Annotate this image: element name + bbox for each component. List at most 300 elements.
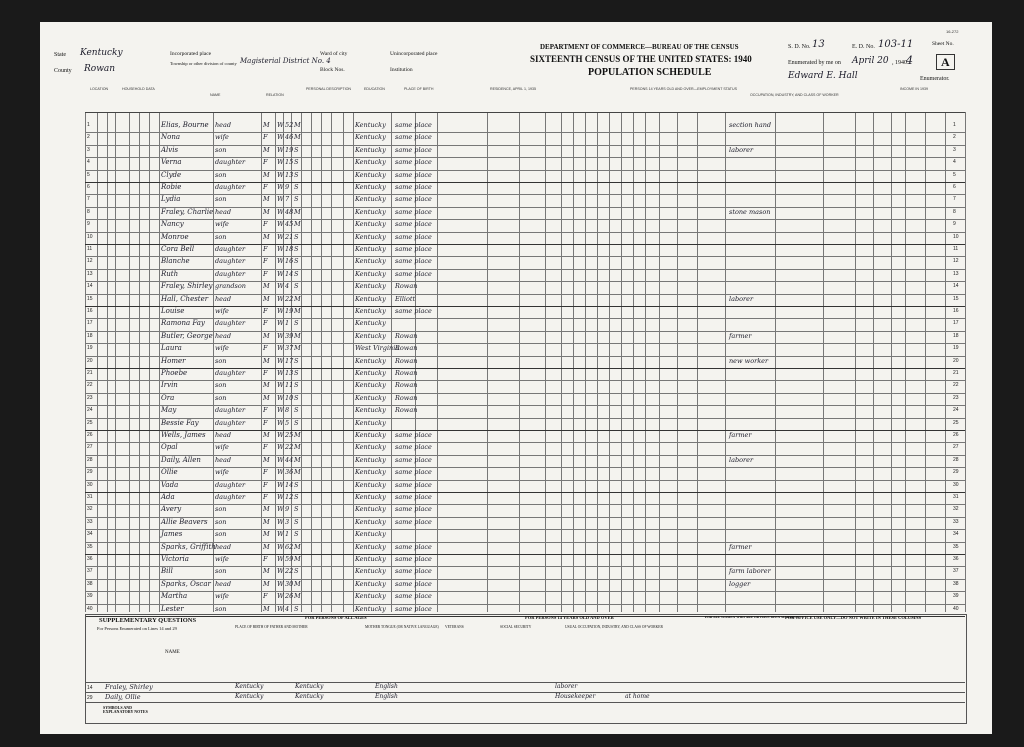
line-number-right: 9 [953,221,956,228]
person-name: Verna [161,158,182,167]
age: 10 [285,393,294,402]
birthplace: Kentucky [355,158,386,167]
supp-line-29-mother: Kentucky [295,693,324,700]
line-number-right: 2 [953,134,956,141]
line-number: 19 [87,345,93,352]
grid-column-rule [891,112,892,612]
line-number: 24 [87,407,93,414]
person-name: Ramona Fay [161,319,205,328]
residence-1935: same place [395,307,432,315]
supp-rule-2 [85,692,965,693]
line-number-right: 26 [953,432,959,438]
sheet-value: 4 [906,54,913,67]
line-number: 13 [87,270,93,277]
sex: F [263,592,268,601]
person-name: May [161,406,177,415]
sex: M [263,431,270,439]
section-residence: RESIDENCE, APRIL 1, 1935 [490,87,537,91]
county-label: County [54,68,72,74]
relation: wife [215,592,229,601]
grid-top-rule [85,112,965,113]
marital-status: S [294,418,299,427]
residence-1935: same place [395,517,432,526]
line-number: 12 [87,258,93,265]
state-label: State [54,52,66,58]
relation: son [215,195,227,204]
relation: daughter [215,245,246,253]
race: W [277,158,284,167]
age: 52 [285,121,294,129]
line-number: 20 [87,357,93,364]
persons-all-ages: FOR PERSONS OF ALL AGES [305,615,367,620]
occupation: farmer [729,331,752,340]
race: W [277,604,284,613]
symbols-notes: SYMBOLS AND EXPLANATORY NOTES [103,705,148,714]
person-name: Sparks, Griffith [161,542,216,551]
sex: F [263,369,268,377]
relation: head [215,207,232,216]
line-number: 31 [87,494,93,500]
birthplace: Kentucky [355,381,386,390]
line-number: 17 [87,320,93,327]
grid-column-rule [585,112,586,612]
relation: son [215,232,227,241]
birthplace: Kentucky [355,517,386,526]
race: W [277,393,284,402]
persons-14: FOR PERSONS 14 YEARS OLD AND OVER [525,615,614,620]
birthplace: Kentucky [355,307,386,315]
line-number-right: 27 [953,444,959,451]
age: 39 [285,331,294,340]
birthplace: Kentucky [355,282,386,291]
relation: son [215,170,227,179]
relation: son [215,381,227,390]
ed-value: 103-11 [878,39,914,50]
supplementary-subtitle: For Persons Enumerated on Lines 14 and 29 [97,626,177,631]
sex: F [263,307,268,315]
residence-1935: same place [395,232,432,241]
county-value: Rowan [84,64,116,74]
grid-column-rule [321,112,322,612]
marital-status: M [294,331,301,340]
relation: head [215,431,232,439]
relation: daughter [215,257,246,266]
person-name: Clyde [161,170,182,179]
section-personal: PERSONAL DESCRIPTION [306,87,351,91]
marital-status: S [294,505,299,514]
relation: head [215,455,232,464]
age: 62 [285,542,294,551]
person-name: Laura [161,344,182,353]
year-suffix: , 1940. [892,60,909,66]
grid-column-rule [107,112,108,612]
supplementary-title: SUPPLEMENTARY QUESTIONS [99,617,197,624]
grid-column-rule [213,112,214,612]
person-name: Allie Beavers [161,517,208,526]
line-number-right: 25 [953,419,959,426]
occupation: new worker [729,356,769,365]
person-name: Bessie Fay [161,418,199,427]
line-number-right: 11 [953,246,959,252]
grid-column-rule [487,112,488,612]
institution-label: Institution [390,67,413,73]
line-number: 38 [87,580,93,587]
birthplace: Kentucky [355,443,386,452]
age: 48 [285,207,294,216]
residence-1935: same place [395,195,432,204]
age: 21 [285,232,294,241]
line-number-right: 6 [953,184,956,190]
sex: F [263,133,268,142]
marital-status: S [294,493,299,501]
residence-1935: same place [395,542,432,551]
marital-status: M [294,443,301,452]
marital-status: S [294,183,299,191]
occupation: laborer [729,145,754,154]
marital-status: M [294,468,301,477]
person-name: Wells, James [161,431,206,439]
enumerator-value: Edward E. Hall [788,71,858,81]
occupation: farm laborer [729,567,771,576]
birthplace: Kentucky [355,319,386,328]
line-number-right: 33 [953,518,959,525]
residence-1935: same place [395,468,432,477]
birthplace: Kentucky [355,257,386,266]
line-number: 23 [87,394,93,401]
marital-status: M [294,455,301,464]
age: 8 [285,406,290,415]
race: W [277,542,284,551]
race: W [277,443,284,452]
line-number-right: 29 [953,469,959,476]
race: W [277,344,284,353]
residence-1935: same place [395,431,432,439]
race: W [277,567,284,576]
age: 9 [285,505,290,514]
race: W [277,493,284,501]
marital-status: M [294,344,301,353]
person-name: Homer [161,356,186,365]
marital-status: S [294,480,299,489]
grid-column-rule [331,112,332,612]
marital-status: S [294,158,299,167]
grid-column-rule [621,112,622,612]
sex: M [263,331,270,340]
line-number: 18 [87,332,93,339]
line-number: 34 [87,531,93,538]
race: W [277,418,284,427]
line-number-right: 31 [953,494,959,500]
supp-line-14-mother: Kentucky [295,683,324,690]
race: W [277,269,284,278]
person-name: Opal [161,443,178,452]
grid-column-rule [823,112,824,612]
sex: M [263,604,270,613]
race: W [277,579,284,588]
grid-column-rule [275,112,276,612]
age: 45 [285,220,294,229]
grid-column-rule [659,112,660,612]
relation: daughter [215,369,246,377]
line-number: 2 [87,134,90,141]
supp-language-header: MOTHER TONGUE (OR NATIVE LANGUAGE) [365,625,439,629]
birthplace: Kentucky [355,406,386,415]
residence-1935: Rowan [395,282,418,291]
residence-1935: Elliott [395,294,416,303]
sex: M [263,455,270,464]
race: W [277,133,284,142]
line-number-right: 21 [953,370,959,376]
line-number: 9 [87,221,90,228]
race: W [277,431,284,439]
residence-1935: same place [395,183,432,191]
line-number: 15 [87,295,93,302]
grid-column-rule [725,112,726,612]
age: 4 [285,282,290,291]
relation: head [215,294,232,303]
birthplace: Kentucky [355,121,386,129]
section-name: NAME [210,93,221,97]
grid-column-rule [873,112,874,612]
person-name: Irvin [161,381,178,390]
line-number: 8 [87,208,90,215]
sex: M [263,232,270,241]
line-number-right: 20 [953,357,959,364]
sex: F [263,269,268,278]
relation: daughter [215,418,246,427]
supp-name-header: NAME [165,650,180,655]
supp-veterans-header: VETERANS [445,625,464,629]
line-number-right: 37 [953,568,959,575]
sex: F [263,555,268,563]
line-number: 4 [87,159,90,166]
marital-status: M [294,555,301,563]
supp-line-29-name: Daily, Ollie [105,693,141,701]
residence-1935: same place [395,443,432,452]
marital-status: S [294,356,299,365]
age: 12 [285,493,294,501]
section-employment: PERSONS 14 YEARS OLD AND OVER—EMPLOYMENT STATUS [630,87,737,91]
line-number-right: 15 [953,295,959,302]
incorporated-label: Incorporated place [170,51,212,57]
sex: F [263,406,268,415]
supp-occupation-header: USUAL OCCUPATION, INDUSTRY, AND CLASS OF WORKER [565,625,663,629]
line-number: 6 [87,184,90,190]
residence-1935: same place [395,133,432,142]
line-number: 36 [87,556,93,562]
birthplace: Kentucky [355,207,386,216]
ward-label: Ward of city [320,51,348,57]
person-name: Fraley, Shirley [161,282,213,291]
marital-status: M [294,579,301,588]
sex: M [263,542,270,551]
grid-column-rule [573,112,574,612]
line-number-right: 14 [953,283,959,290]
residence-1935: same place [395,579,432,588]
age: 18 [285,245,294,253]
office-header: FOR OFFICE USE ONLY—DO NOT WRITE IN THESE COLUMNS [785,615,922,620]
birthplace: Kentucky [355,579,386,588]
grid-column-rule [85,112,86,612]
race: W [277,245,284,253]
relation: son [215,530,227,539]
race: W [277,455,284,464]
residence-1935: Rowan [395,406,418,415]
age: 1 [285,530,290,539]
person-name: Nancy [161,220,184,229]
sex: F [263,257,268,266]
section-birthplace: PLACE OF BIRTH [404,87,434,91]
occupation: laborer [729,294,754,303]
sex: M [263,356,270,365]
sd-value: 13 [812,39,825,50]
line-number-right: 39 [953,593,959,600]
residence-1935: same place [395,480,432,489]
person-name: Butler, George [161,331,213,340]
marital-status: S [294,381,299,390]
occupation: logger [729,579,751,588]
age: 15 [285,158,294,167]
line-number-right: 8 [953,208,956,215]
supp-line-29-industry: at home [625,693,650,700]
race: W [277,592,284,601]
grid-column-rule [391,112,392,612]
line-number-right: 13 [953,270,959,277]
person-name: Fraley, Charlie [161,207,214,216]
sex: M [263,170,270,179]
residence-1935: Rowan [395,381,418,390]
age: 26 [285,592,294,601]
section-location: LOCATION [90,87,109,91]
sex: M [263,393,270,402]
residence-1935: same place [395,505,432,514]
relation: head [215,579,232,588]
sex: F [263,319,268,328]
residence-1935: Rowan [395,356,418,365]
line-number-right: 40 [953,605,959,612]
age: 22 [285,567,294,576]
sex: M [263,195,270,204]
census-sheet [40,22,992,734]
department-title: DEPARTMENT OF COMMERCE—BUREAU OF THE CENSUS [540,43,739,51]
line-number: 7 [87,196,90,203]
supp-line-14-number: 14 [87,685,93,691]
marital-status: S [294,604,299,613]
residence-1935: same place [395,604,432,613]
line-number: 21 [87,370,93,376]
race: W [277,480,284,489]
supplementary-section [85,614,965,724]
person-name: Daily, Allen [161,455,201,464]
marital-status: S [294,530,299,539]
residence-1935: Rowan [395,369,418,377]
grid-column-rule [301,112,302,612]
sex: M [263,381,270,390]
race: W [277,319,284,328]
relation: daughter [215,319,246,328]
line-number: 3 [87,146,90,153]
race: W [277,220,284,229]
line-number-right: 1 [953,122,956,128]
birthplace: Kentucky [355,455,386,464]
grid-column-rule [139,112,140,612]
grid-column-rule [115,112,116,612]
line-number-right: 18 [953,332,959,339]
line-number-right: 4 [953,159,956,166]
supp-rule-1 [85,682,965,683]
race: W [277,207,284,216]
birthplace: Kentucky [355,592,386,601]
sex: F [263,418,268,427]
line-number: 1 [87,122,90,128]
person-name: Robie [161,183,182,191]
person-name: Avery [161,505,182,514]
race: W [277,530,284,539]
age: 14 [285,480,294,489]
sex: F [263,220,268,229]
section-occupation: OCCUPATION, INDUSTRY, AND CLASS OF WORKER [750,93,839,97]
race: W [277,282,284,291]
birthplace: Kentucky [355,133,386,142]
birthplace: Kentucky [355,195,386,204]
person-name: Ora [161,393,175,402]
race: W [277,369,284,377]
supplementary-frame [85,614,967,724]
line-number-right: 7 [953,196,956,203]
birthplace: Kentucky [355,183,386,191]
birthplace: Kentucky [355,431,386,439]
person-name: Alvis [161,145,179,154]
sex: F [263,493,268,501]
person-name: Lydia [161,195,181,204]
sheet-letter: A [936,54,955,70]
sex: F [263,183,268,191]
residence-1935: Rowan [395,331,418,340]
sex: F [263,344,268,353]
race: W [277,294,284,303]
residence-1935: same place [395,220,432,229]
supp-rule-3 [85,702,965,703]
person-name: Hall, Chester [161,294,209,303]
occupation: stone mason [729,207,771,216]
ed-label: E. D. No. [852,44,875,50]
supp-line-29-father: Kentucky [235,693,264,700]
sheet-label: Sheet No. [932,41,954,47]
birthplace: Kentucky [355,604,386,613]
section-relation: RELATION [266,93,284,97]
line-number-right: 12 [953,258,959,265]
age: 46 [285,133,294,142]
marital-status: M [294,592,301,601]
supp-line-14-occupation: laborer [555,683,578,690]
race: W [277,406,284,415]
age: 59 [285,555,294,563]
relation: head [215,331,232,340]
supp-birthplace-header: PLACE OF BIRTH OF FATHER AND MOTHER [235,625,308,629]
marital-status: S [294,145,299,154]
line-number: 39 [87,593,93,600]
marital-status: S [294,393,299,402]
marital-status: S [294,319,299,328]
grid-column-rule [945,112,946,612]
grid-column-rule [677,112,678,612]
occupation: section hand [729,121,772,129]
residence-1935: same place [395,257,432,266]
grid-column-rule [437,112,438,612]
grid-column-rule [925,112,926,612]
occupation: farmer [729,431,752,439]
marital-status: M [294,133,301,142]
